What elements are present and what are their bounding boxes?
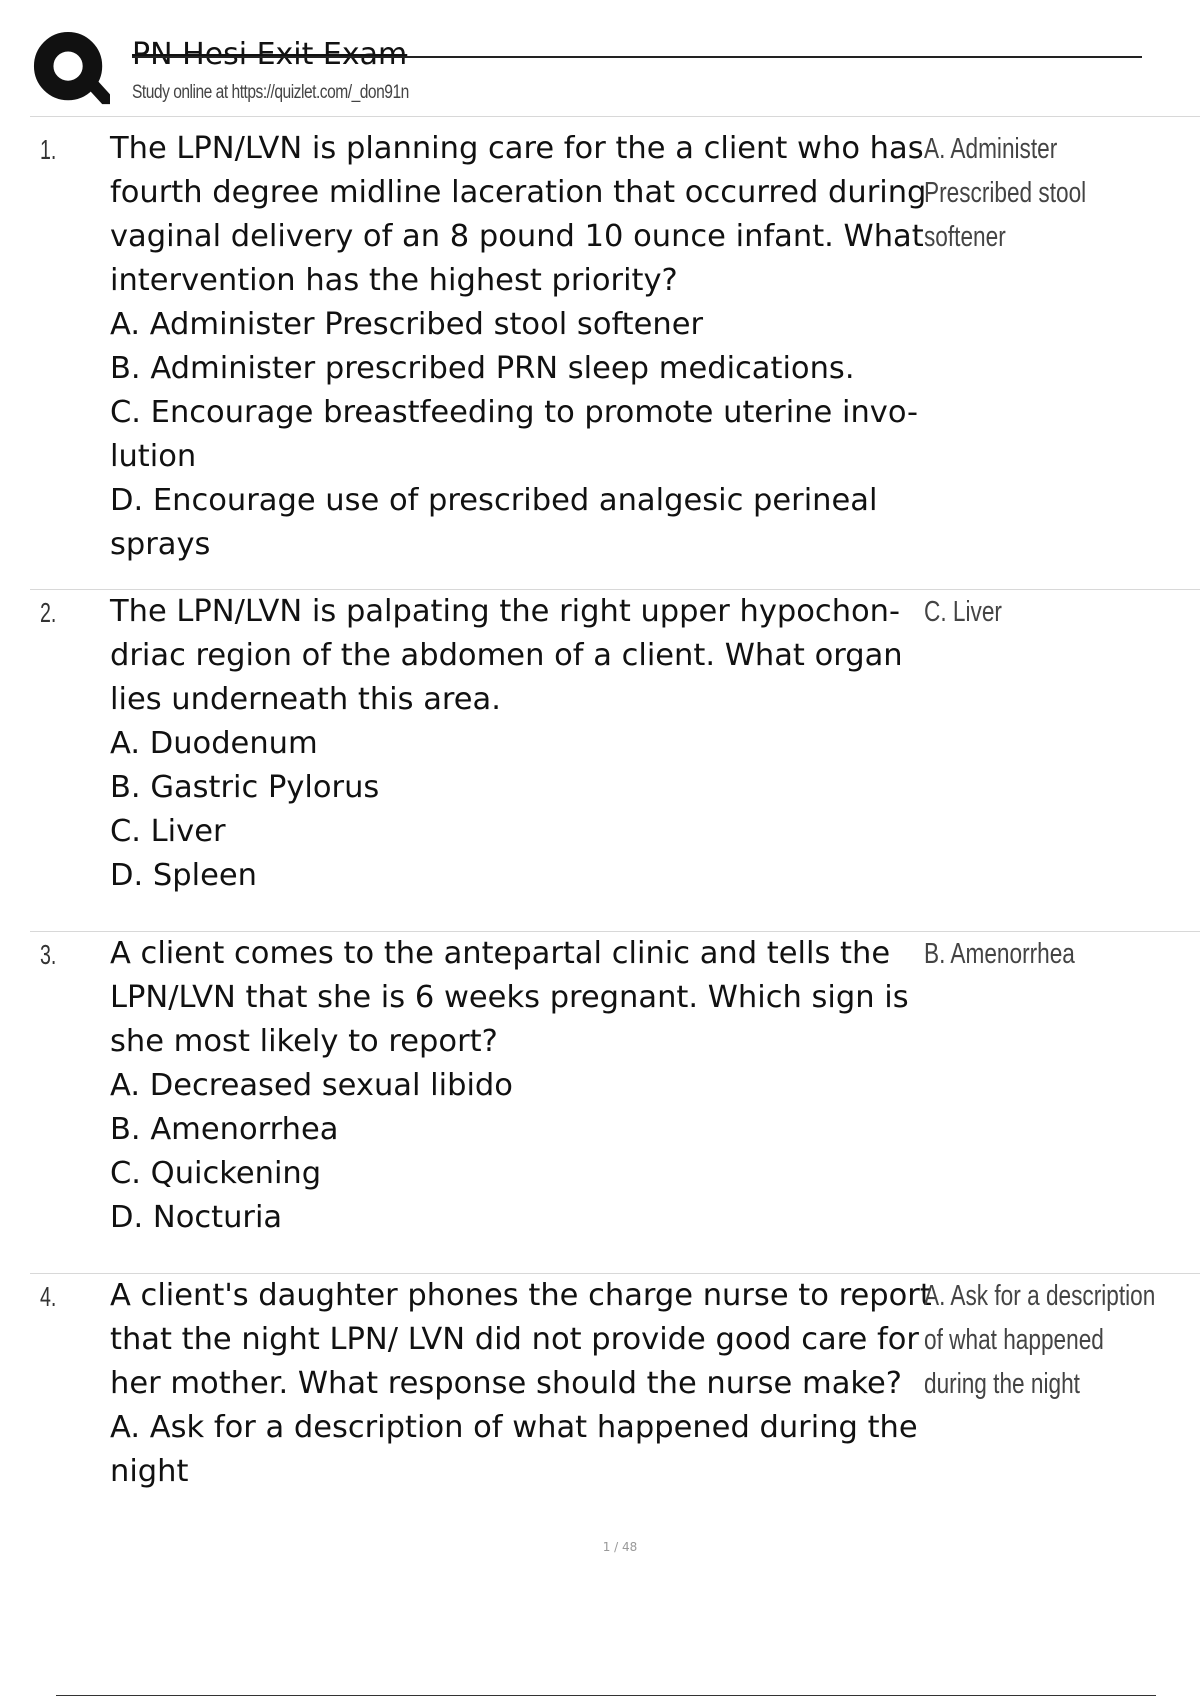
question-option: A. Duodenum (110, 726, 318, 761)
question-number: 3. (40, 939, 57, 970)
page-number: 1 / 48 (602, 1540, 638, 1554)
question-option: C. Encourage breastfeeding to promote uterine invo- lution (110, 395, 919, 474)
question-option: D. Encourage use of prescribed analgesic perineal sprays (110, 483, 878, 562)
question-option: D. Spleen (110, 858, 257, 893)
answer-text: B. Amenorrhea (924, 938, 1075, 970)
question-number: 2. (40, 597, 57, 628)
question-card (30, 1274, 1200, 1504)
question-number: 4. (40, 1281, 57, 1312)
title-rule (132, 56, 1142, 58)
answer-text: A. Ask for a description of what happened during the night (924, 1280, 1156, 1400)
question-number: 1. (40, 134, 57, 165)
question-option: C. Quickening (110, 1156, 322, 1191)
question-card (30, 590, 1200, 932)
question-stem: The LPN/LVN is planning care for the a client who has fourth degree midline laceration that occurred during vaginal delivery of an 8 pound 10 ounce infant. What intervention has the highest priority? (110, 131, 927, 298)
question-body (110, 1274, 950, 1494)
question-option: C. Liver (110, 814, 226, 849)
header-divider (30, 116, 1200, 117)
question-card (30, 127, 1200, 590)
question-option: D. Nocturia (110, 1200, 283, 1235)
question-stem: The LPN/LVN is palpating the right upper hypochon- driac region of the abdomen of a client. What organ lies underneath this area. (110, 594, 903, 717)
answer-text: C. Liver (924, 596, 1002, 628)
question-card (30, 932, 1200, 1274)
question-option: A. Decreased sexual libido (110, 1068, 513, 1103)
answer-text: A. Administer Prescribed stool softener (924, 133, 1087, 253)
question-list (30, 127, 1200, 1504)
question-body (110, 590, 950, 898)
question-option: A. Ask for a description of what happened during the night (110, 1410, 918, 1489)
quizlet-logo-icon (32, 30, 110, 108)
question-stem: A client's daughter phones the charge nurse to report that the night LPN/ LVN did not provide good care for her mother. What response should the nurse make? (110, 1278, 932, 1401)
question-option: B. Administer prescribed PRN sleep medications. (110, 351, 855, 386)
question-body (110, 127, 950, 567)
question-option: B. Gastric Pylorus (110, 770, 380, 805)
question-body (110, 932, 950, 1240)
question-option: B. Amenorrhea (110, 1112, 339, 1147)
document-title: PN Hesi Exit Exam (132, 37, 408, 72)
question-option: A. Administer Prescribed stool softener (110, 307, 704, 342)
question-stem: A client comes to the antepartal clinic and tells the LPN/LVN that she is 6 weeks pregnant. Which sign is she most likely to report? (110, 936, 909, 1059)
document-subtitle: Study online at https://quizlet.com/_don91n (132, 82, 409, 103)
footer-rule (56, 1695, 1156, 1696)
